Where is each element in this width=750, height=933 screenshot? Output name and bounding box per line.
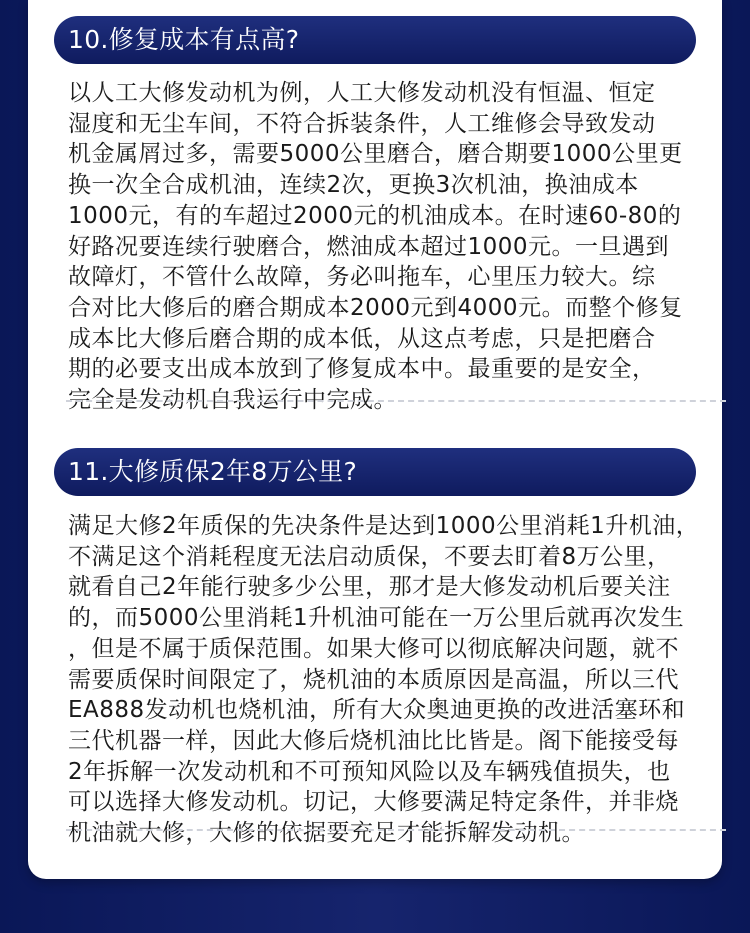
- text-line: 不满足这个消耗程度无法启动质保，不要去盯着8万公里，: [68, 543, 671, 570]
- section-header-pill: [54, 448, 696, 496]
- text-line: 2年拆解一次发动机和不可预知风险以及车辆残值损失，也: [68, 758, 671, 785]
- text-line: 换一次全合成机油，连续2次，更换3次机油，换油成本: [68, 172, 639, 199]
- text-line: 可以选择大修发动机。切记，大修要满足特定条件，并非烧: [68, 789, 679, 816]
- section-body: [68, 78, 690, 416]
- dashed-divider: [66, 829, 726, 831]
- section-title: 11.大修质保2年8万公里?: [68, 457, 358, 486]
- text-line: 故障灯，不管什么故障，务必叫拖车，心里压力较大。综: [68, 264, 656, 291]
- text-line: 1000元，有的车超过2000元的机油成本。在时速60-80的: [68, 202, 682, 229]
- text-line: 机金属屑过多，需要5000公里磨合，磨合期要1000公里更: [68, 141, 683, 168]
- text-line: 机油就大修，大修的依据要充足才能拆解发动机。: [68, 820, 585, 847]
- dashed-divider: [66, 400, 726, 402]
- text-line: EA888发动机也烧机油，所有大众奥迪更换的改进活塞环和: [68, 697, 686, 724]
- text-line: 以人工大修发动机为例，人工大修发动机没有恒温、恒定: [68, 80, 656, 106]
- text-line: 的，而5000公里消耗1升机油可能在一万公里后就再次发生: [68, 605, 685, 632]
- text-line: ，但是不属于质保范围。如果大修可以彻底解决问题，就不: [68, 635, 679, 662]
- section-title: 10.修复成本有点高?: [68, 25, 300, 54]
- text-line: 三代机器一样，因此大修后烧机油比比皆是。阁下能接受每: [68, 727, 679, 754]
- text-line: 期的必要支出成本放到了修复成本中。最重要的是安全，: [68, 356, 656, 383]
- text-line: 需要质保时间限定了，烧机油的本质原因是高温，所以三代: [68, 666, 679, 693]
- section-header-pill: [54, 16, 696, 64]
- text-line: 满足大修2年质保的先决条件是达到1000公里消耗1升机油，: [68, 513, 700, 539]
- content-card: [28, 0, 722, 879]
- text-line: 完全是发动机自我运行中完成。: [68, 387, 397, 414]
- text-line: 好路况要连续行驶磨合，燃油成本超过1000元。一旦遇到: [68, 233, 670, 260]
- text-line: 就看自己2年能行驶多少公里，那才是大修发动机后要关注: [68, 574, 671, 601]
- section-body: [68, 511, 700, 849]
- text-line: 合对比大修后的磨合期成本2000元到4000元。而整个修复: [68, 294, 683, 321]
- text-line: 湿度和无尘车间，不符合拆装条件，人工维修会导致发动: [68, 110, 656, 137]
- text-line: 成本比大修后磨合期的成本低，从这点考虑，只是把磨合: [68, 325, 656, 352]
